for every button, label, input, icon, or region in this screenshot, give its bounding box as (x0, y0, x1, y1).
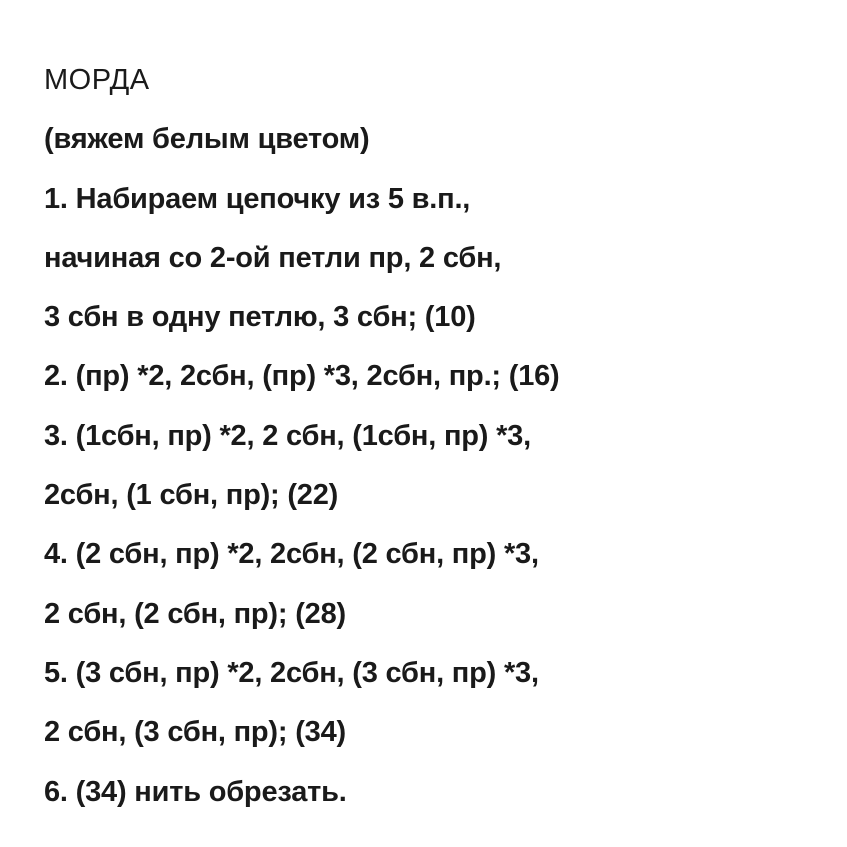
text-line: начиная со 2-ой петли пр, 2 сбн, (44, 241, 502, 274)
text-line: 6. (34) нить обрезать. (44, 775, 347, 808)
text-line: 1. Набираем цепочку из 5 в.п., (44, 182, 471, 215)
text-line: 2. (пр) *2, 2сбн, (пр) *3, 2сбн, пр.; (16) (44, 360, 560, 393)
text-line: (вяжем белым цветом) (44, 123, 370, 156)
text-line: 2сбн, (1 сбн, пр); (22) (44, 479, 339, 512)
text-line: 2 сбн, (2 сбн, пр); (28) (44, 597, 346, 630)
text-line: 4. (2 сбн, пр) *2, 2сбн, (2 сбн, пр) *3, (44, 538, 539, 571)
text-line: 2 сбн, (3 сбн, пр); (34) (44, 716, 346, 749)
text-line: 5. (3 сбн, пр) *2, 2сбн, (3 сбн, пр) *3, (44, 656, 539, 689)
text-line: 3 сбн в одну петлю, 3 сбн; (10) (44, 301, 476, 334)
text-line: 3. (1сбн, пр) *2, 2 сбн, (1сбн, пр) *3, (44, 419, 531, 452)
document-title: МОРДА (44, 64, 150, 96)
